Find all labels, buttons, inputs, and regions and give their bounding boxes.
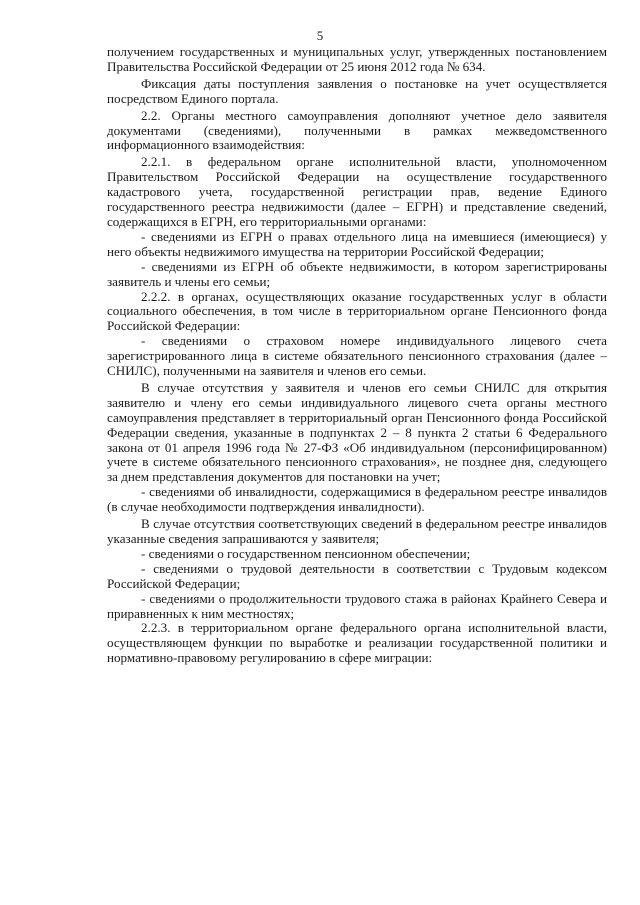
paragraph: Фиксация даты поступления заявления о постановке на учет осуществляется посредством Единого портала. [107,75,607,106]
paragraph: 2.2.3. в территориальном органе федерального органа исполнительной власти, осуществляющем функции по выработке и реализации государственной политики и нормативно-правовому регулированию в сфере миграции: [107,620,607,666]
list-item: - сведениями об инвалидности, содержащимися в федеральном реестре инвалидов (в случае необходимости подтверждения инвалидности). [107,484,607,515]
paragraph: получением государственных и муниципальных услуг, утвержденных постановлением Правительства Российской Федерации от 25 июня 2012 года № 634. [107,44,607,74]
paragraph: 2.2.1. в федеральном органе исполнительной власти, уполномоченном Правительством Российской Федерации на осуществление государственного кадастрового учета, государственной регистрации прав, ведение Единого государственного реестра недвижимости (далее – ЕГРН) и представление сведений, содержащихся в ЕГРН, его территориальными органами: [107,154,607,229]
list-item: - сведениями о продолжительности трудового стажа в районах Крайнего Севера и приравненных к ним местностях; [107,590,607,621]
list-item: - сведениями из ЕГРН об объекте недвижимости, в котором зарегистрированы заявитель и члены его семьи; [107,258,607,289]
document-body [107,45,607,666]
page-number: 5 [316,28,324,43]
list-item: - сведениями о трудовой деятельности в соответствии с Трудовым кодексом Российской Федерации; [107,560,607,591]
list-item: - сведениями из ЕГРН о правах отдельного лица на имевшиеся (имеющиеся) у него объекты недвижимого имущества на территории Российской Федерации; [107,228,607,259]
list-item: - сведениями о страховом номере индивидуального лицевого счета зарегистрированного лица в системе обязательного пенсионного страхования (далее – СНИЛС), полученными на заявителя и членов его семьи. [107,333,607,379]
list-item: - сведениями о государственном пенсионном обеспечении; [141,545,471,561]
paragraph: В случае отсутствия у заявителя и членов его семьи СНИЛС для открытия заявителю и члену его семьи индивидуального лицевого счета органы местного самоуправления представляет в территориальный орган Пенсионного фонда Российской Федерации сведения, указанные в подпунктах 2 – 8 пункта 2 статьи 6 Федерального закона от 01 апреля 1996 года № 27-ФЗ «Об индивидуальном (персонифицированном) учете в системе обязательного пенсионного страхования», не позднее дня, следующего за днем представления документов для постановки на учет; [107,379,607,485]
paragraph: 2.2. Органы местного самоуправления дополняют учетное дело заявителя документами (сведениями), полученными в рамках межведомственного информационного взаимодействия: [107,107,607,153]
paragraph: 2.2.2. в органах, осуществляющих оказание государственных услуг в области социального обеспечения, в том числе в территориальном органе Пенсионного фонда Российской Федерации: [107,288,607,334]
paragraph: В случае отсутствия соответствующих сведений в федеральном реестре инвалидов указанные сведения запрашиваются у заявителя; [107,516,607,546]
